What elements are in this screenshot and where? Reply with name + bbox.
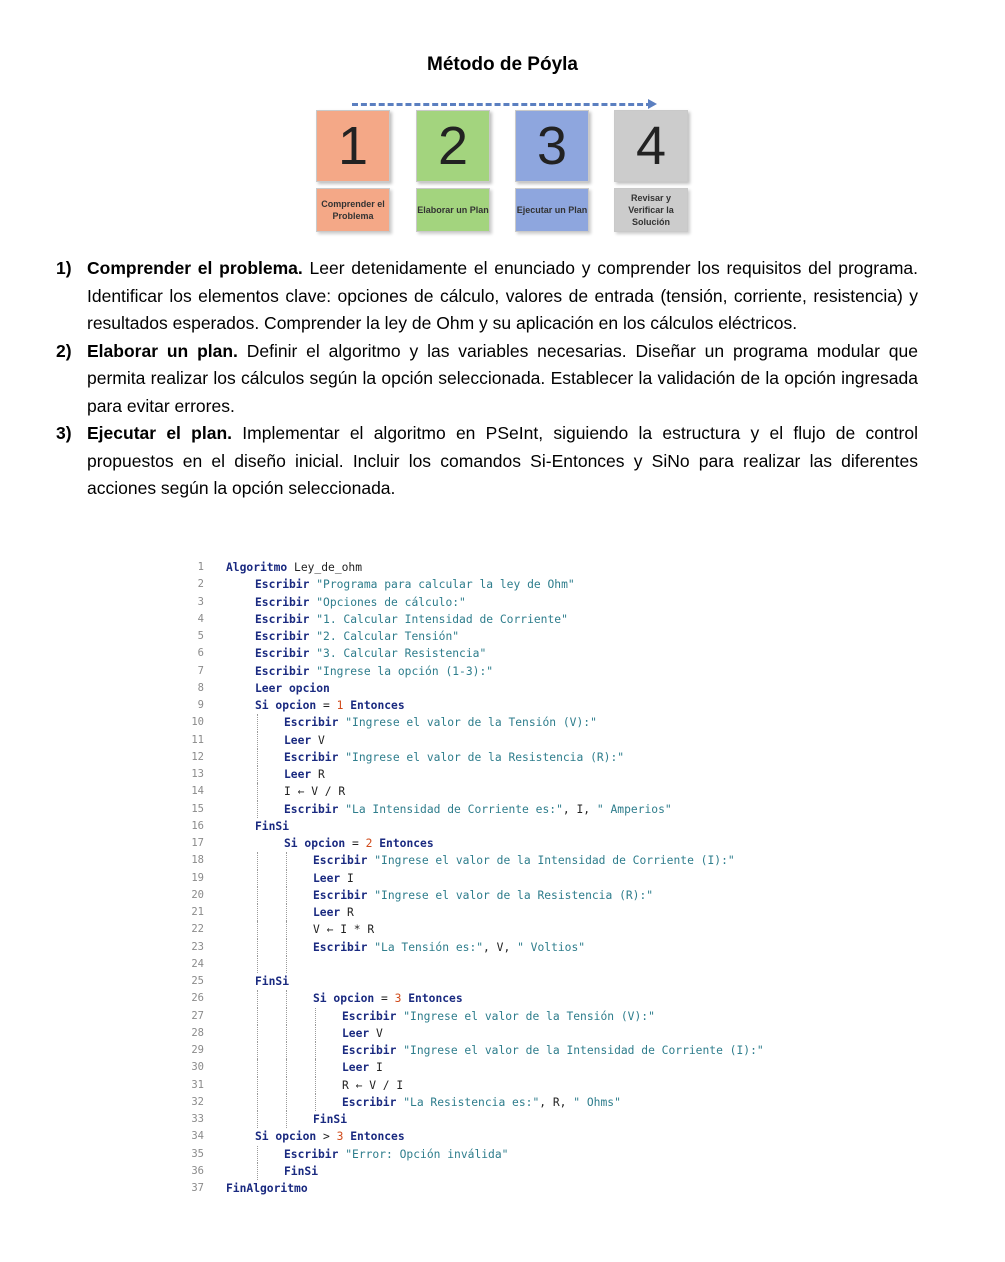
line-number: 19 (191, 871, 204, 884)
code-token: Leer (284, 733, 312, 747)
code-token: I (340, 871, 354, 885)
code-text (226, 921, 374, 938)
code-text (226, 956, 313, 973)
code-text (226, 904, 354, 921)
code-text (226, 766, 325, 783)
line-number: 21 (191, 906, 204, 918)
item-heading: Elaborar un plan. (87, 340, 238, 361)
step-label: Comprender el Problema (316, 188, 390, 232)
line-number: 1 (197, 561, 204, 573)
code-token: "Programa para calcular la ley de Ohm" (309, 578, 575, 592)
line-number: 27 (191, 1009, 204, 1022)
line-number: 22 (191, 923, 204, 936)
line-number: 14 (191, 785, 204, 798)
line-number: 13 (191, 768, 204, 780)
code-token: I ← V / R (284, 785, 346, 799)
code-token: Leer (342, 1026, 370, 1040)
code-token: Escribir (313, 854, 368, 868)
indent-guide (226, 628, 255, 645)
code-token: "La Resistencia es:" (396, 1095, 540, 1109)
line-number: 5 (197, 630, 204, 642)
code-token: = (374, 992, 395, 1006)
indent-guide (255, 1094, 284, 1111)
code-text (226, 680, 330, 697)
step-number: 1 (316, 110, 390, 182)
code-token: " Ohms" (573, 1095, 621, 1109)
line-number: 25 (191, 975, 204, 987)
indent-guide (255, 714, 284, 731)
code-token: R ← V / I (342, 1078, 404, 1092)
code-token: Escribir (313, 888, 368, 902)
code-token: V (311, 733, 325, 747)
code-text (226, 1042, 764, 1059)
code-line (186, 645, 846, 662)
code-text (226, 714, 597, 731)
item-body: Implementar el algoritmo en PSeInt, siguiendo la estructura y el flujo de control propuestos en el diseño inicial. Incluir los comandos Si-Entonces y SiNo para realizar las diferentes acciones según la opción seleccionada. (87, 423, 918, 498)
indent-guide (255, 1059, 284, 1076)
indent-guide (284, 870, 313, 887)
code-token: "Ingrese el valor de la Resistencia (R):" (338, 750, 625, 764)
code-line (186, 732, 846, 749)
code-text (226, 990, 463, 1007)
indent-guide (255, 1025, 284, 1042)
code-text (226, 697, 405, 714)
indent-guide (226, 973, 255, 990)
steps-list (56, 255, 918, 503)
line-number: 16 (191, 819, 204, 832)
item-number: 1) (56, 258, 72, 278)
code-token: 1 (336, 699, 344, 712)
step-number: 4 (614, 110, 688, 182)
line-number: 32 (191, 1095, 204, 1108)
code-line (186, 680, 846, 697)
code-text (226, 1094, 621, 1111)
code-line (186, 870, 846, 887)
code-line (186, 1094, 846, 1111)
indent-guide (255, 732, 284, 749)
code-token: R (311, 768, 325, 781)
indent-guide (313, 1094, 342, 1111)
indent-guide (226, 1008, 255, 1025)
code-line (186, 1180, 846, 1197)
code-token: , I, (562, 802, 597, 816)
code-token: Escribir (313, 940, 368, 954)
code-token: R (340, 906, 354, 919)
indent-guide (226, 956, 255, 973)
code-text (226, 1128, 405, 1145)
code-line (186, 766, 846, 783)
code-token: V (369, 1026, 383, 1040)
indent-guide (226, 818, 255, 835)
indent-guide (313, 1042, 342, 1059)
code-text (226, 1111, 347, 1128)
code-line (186, 594, 846, 611)
code-text (226, 576, 575, 593)
indent-guide (255, 835, 284, 852)
code-token: Leer opcion (255, 681, 330, 695)
code-text (226, 628, 459, 645)
indent-guide (226, 749, 255, 766)
code-token: = (316, 699, 337, 712)
item-number: 3) (56, 423, 72, 443)
line-number: 6 (197, 647, 204, 660)
code-token: "3. Calcular Resistencia" (309, 647, 487, 661)
line-number: 3 (197, 595, 204, 608)
indent-guide (255, 749, 284, 766)
step-2 (416, 110, 490, 232)
step-label: Elaborar un Plan (416, 188, 490, 232)
code-token: Escribir (255, 595, 310, 609)
code-token: FinSi (255, 819, 290, 833)
code-text (226, 663, 493, 680)
code-token: "Error: Opción inválida" (338, 1147, 509, 1161)
code-token: "Ingrese el valor de la Tensión (V):" (396, 1009, 655, 1023)
indent-guide (226, 611, 255, 628)
code-token: Leer (313, 906, 341, 919)
step-4 (614, 110, 688, 232)
code-token: Escribir (342, 1009, 397, 1023)
code-token: Escribir (284, 802, 339, 816)
indent-guide (255, 766, 284, 783)
code-token: Leer (313, 871, 341, 885)
code-token: V ← I * R (313, 923, 375, 937)
code-token: Si opcion (255, 699, 317, 712)
code-line (186, 887, 846, 904)
code-token: Escribir (342, 1044, 397, 1057)
code-token: , V, (483, 940, 518, 954)
indent-guide (255, 990, 284, 1007)
indent-guide (284, 1059, 313, 1076)
code-line (186, 576, 846, 593)
code-token: Si opcion (255, 1130, 317, 1144)
indent-guide (284, 939, 313, 956)
indent-guide (226, 732, 255, 749)
code-text (226, 559, 362, 576)
line-number: 11 (191, 733, 204, 746)
code-token: Escribir (255, 630, 310, 643)
list-item (56, 255, 918, 338)
indent-guide (284, 1077, 313, 1094)
indent-guide (226, 835, 255, 852)
indent-guide (255, 887, 284, 904)
list-item (56, 420, 918, 503)
code-line (186, 628, 846, 645)
code-text (226, 1163, 318, 1180)
code-token: = (345, 837, 366, 850)
indent-guide (226, 697, 255, 714)
indent-guide (226, 663, 255, 680)
line-number: 26 (191, 992, 204, 1005)
line-number: 36 (191, 1164, 204, 1177)
code-token: "2. Calcular Tensión" (309, 630, 460, 643)
code-line (186, 801, 846, 818)
line-number: 24 (191, 957, 204, 970)
step-number: 2 (416, 110, 490, 182)
indent-guide (284, 1025, 313, 1042)
code-token: " Amperios" (596, 802, 672, 816)
code-text (226, 870, 354, 887)
indent-guide (255, 1111, 284, 1128)
code-token: I (369, 1061, 383, 1075)
code-line (186, 921, 846, 938)
code-token: "La Intensidad de Corriente es:" (338, 802, 563, 816)
code-line (186, 1042, 846, 1059)
indent-guide (255, 904, 284, 921)
code-text (226, 1180, 308, 1197)
indent-guide (226, 783, 255, 800)
indent-guide (226, 921, 255, 938)
code-text (226, 732, 325, 749)
indent-guide (284, 904, 313, 921)
indent-guide (226, 1059, 255, 1076)
indent-guide (226, 904, 255, 921)
code-line (186, 663, 846, 680)
indent-guide (313, 1008, 342, 1025)
line-number: 34 (191, 1130, 204, 1143)
code-token: Leer (342, 1061, 370, 1075)
code-token: "1. Calcular Intensidad de Corriente" (309, 612, 568, 626)
item-heading: Ejecutar el plan. (87, 423, 233, 443)
code-line (186, 1077, 846, 1094)
line-number: 17 (191, 837, 204, 849)
indent-guide (284, 956, 313, 973)
indent-guide (313, 1059, 342, 1076)
step-1 (316, 110, 390, 232)
indent-guide (226, 887, 255, 904)
indent-guide (226, 594, 255, 611)
indent-guide (255, 801, 284, 818)
code-text (226, 887, 653, 904)
line-number: 33 (191, 1113, 204, 1125)
indent-guide (284, 852, 313, 869)
indent-guide (255, 956, 284, 973)
indent-guide (284, 1008, 313, 1025)
code-token: , R, (539, 1095, 574, 1109)
code-text (226, 1008, 655, 1025)
code-line (186, 714, 846, 731)
code-token: "Opciones de cálculo:" (309, 595, 466, 609)
line-number: 31 (191, 1078, 204, 1091)
code-line (186, 904, 846, 921)
item-number: 2) (56, 340, 72, 361)
code-token: 3 (394, 992, 402, 1006)
indent-guide (226, 576, 255, 593)
code-token: Algoritmo (226, 561, 288, 574)
code-text (226, 783, 345, 800)
code-line (186, 990, 846, 1007)
code-line (186, 783, 846, 800)
code-text (226, 1146, 508, 1163)
line-number: 29 (191, 1044, 204, 1056)
code-token: Escribir (284, 750, 339, 764)
code-token: Escribir (284, 716, 339, 730)
line-number: 12 (191, 750, 204, 763)
code-line (186, 956, 846, 973)
indent-guide (255, 1077, 284, 1094)
code-token: Escribir (255, 664, 310, 678)
code-token: "Ingrese la opción (1-3):" (309, 664, 494, 678)
indent-guide (284, 1111, 313, 1128)
line-number: 30 (191, 1061, 204, 1074)
code-token: " Voltios" (517, 940, 586, 954)
indent-guide (255, 1146, 284, 1163)
code-text (226, 611, 568, 628)
code-token: Ley_de_ohm (287, 561, 363, 574)
indent-guide (255, 939, 284, 956)
indent-guide (284, 1094, 313, 1111)
item-body: Definir el algoritmo y las variables necesarias. Diseñar un programa modular que permita realizar los cálculos según la opción seleccionada. Establecer la validación de la opción ingresada para evitar errores. (87, 340, 918, 416)
arrow-head-icon (648, 99, 657, 109)
indent-guide (226, 801, 255, 818)
code-token: > (316, 1130, 337, 1144)
code-token: FinSi (313, 1113, 348, 1126)
code-text (226, 818, 289, 835)
code-token: Escribir (284, 1147, 339, 1161)
code-token: Escribir (255, 578, 310, 592)
code-line (186, 611, 846, 628)
indent-guide (255, 1163, 284, 1180)
line-number: 7 (197, 664, 204, 677)
dashed-arrow-line (352, 103, 652, 106)
code-token: 2 (365, 837, 373, 850)
code-line (186, 818, 846, 835)
indent-guide (226, 1042, 255, 1059)
code-line (186, 1111, 846, 1128)
indent-guide (284, 990, 313, 1007)
code-text (226, 801, 672, 818)
code-token: FinSi (255, 975, 290, 988)
code-text (226, 973, 289, 990)
line-number: 35 (191, 1147, 204, 1160)
code-token: "Ingrese el valor de la Intensidad de Corriente (I):" (396, 1044, 764, 1057)
indent-guide (284, 887, 313, 904)
indent-guide (226, 852, 255, 869)
code-text (226, 1059, 383, 1076)
indent-guide (226, 1025, 255, 1042)
code-text (226, 645, 486, 662)
indent-guide (255, 1042, 284, 1059)
page-title: Método de Póyla (427, 54, 578, 75)
code-token: "Ingrese el valor de la Resistencia (R):" (367, 888, 654, 902)
polya-diagram (312, 96, 697, 238)
code-token: Si opcion (313, 992, 375, 1006)
step-label: Revisar y Verificar la Solución (614, 188, 688, 232)
code-token: 3 (336, 1130, 344, 1144)
code-text (226, 594, 466, 611)
code-line (186, 1008, 846, 1025)
code-line (186, 939, 846, 956)
indent-guide (226, 1128, 255, 1145)
step-3 (515, 110, 589, 232)
code-line (186, 973, 846, 990)
code-token: FinSi (284, 1164, 319, 1178)
step-number: 3 (515, 110, 589, 182)
code-token: Entonces (372, 837, 434, 850)
code-token: "La Tensión es:" (367, 940, 484, 954)
code-line (186, 559, 846, 576)
indent-guide (226, 714, 255, 731)
code-text (226, 1077, 403, 1094)
step-label: Ejecutar un Plan (515, 188, 589, 232)
code-token: Escribir (255, 612, 310, 626)
indent-guide (255, 870, 284, 887)
indent-guide (255, 1008, 284, 1025)
code-token: Entonces (401, 992, 463, 1006)
indent-guide (226, 1146, 255, 1163)
code-token: Leer (284, 768, 312, 781)
indent-guide (255, 852, 284, 869)
code-token: "Ingrese el valor de la Tensión (V):" (338, 716, 597, 730)
code-text (226, 749, 624, 766)
code-token: Entonces (343, 1130, 405, 1144)
line-number: 28 (191, 1026, 204, 1039)
indent-guide (226, 680, 255, 697)
line-number: 4 (197, 612, 204, 625)
code-listing (186, 559, 846, 1197)
code-text (226, 852, 735, 869)
line-number: 9 (197, 699, 204, 711)
indent-guide (226, 939, 255, 956)
item-body: Leer detenidamente el enunciado y comprender los requisitos del programa. Identificar los elementos clave: opciones de cálculo, valores de entrada (tensión, corriente, resistencia) y resultados esperados. Comprender la ley de Ohm y su aplicación en los cálculos eléctricos. (87, 258, 918, 333)
code-line (186, 1146, 846, 1163)
code-token: Escribir (255, 647, 310, 661)
code-token: "Ingrese el valor de la Intensidad de Corriente (I):" (367, 854, 735, 868)
line-number: 37 (191, 1182, 204, 1194)
line-number: 2 (197, 578, 204, 591)
indent-guide (226, 1111, 255, 1128)
code-token: Si opcion (284, 837, 346, 850)
indent-guide (313, 1025, 342, 1042)
list-item (56, 338, 918, 421)
code-line (186, 835, 846, 852)
code-line (186, 749, 846, 766)
code-line (186, 1163, 846, 1180)
indent-guide (226, 870, 255, 887)
indent-guide (226, 645, 255, 662)
indent-guide (255, 783, 284, 800)
indent-guide (284, 1042, 313, 1059)
code-text (226, 939, 585, 956)
line-number: 10 (191, 716, 204, 729)
code-text (226, 835, 434, 852)
code-token: Entonces (343, 699, 405, 712)
code-token: FinAlgoritmo (226, 1182, 308, 1195)
code-line (186, 697, 846, 714)
line-number: 8 (197, 681, 204, 694)
indent-guide (226, 1077, 255, 1094)
line-number: 20 (191, 888, 204, 901)
code-line (186, 852, 846, 869)
item-heading: Comprender el problema. (87, 258, 303, 278)
indent-guide (226, 766, 255, 783)
line-number: 18 (191, 854, 204, 867)
line-number: 23 (191, 940, 204, 953)
indent-guide (313, 1077, 342, 1094)
indent-guide (226, 990, 255, 1007)
indent-guide (255, 921, 284, 938)
line-number: 15 (191, 802, 204, 815)
indent-guide (226, 1163, 255, 1180)
code-token: Escribir (342, 1095, 397, 1109)
code-text (226, 1025, 383, 1042)
code-line (186, 1059, 846, 1076)
code-line (186, 1025, 846, 1042)
code-line (186, 1128, 846, 1145)
indent-guide (284, 921, 313, 938)
indent-guide (226, 1094, 255, 1111)
